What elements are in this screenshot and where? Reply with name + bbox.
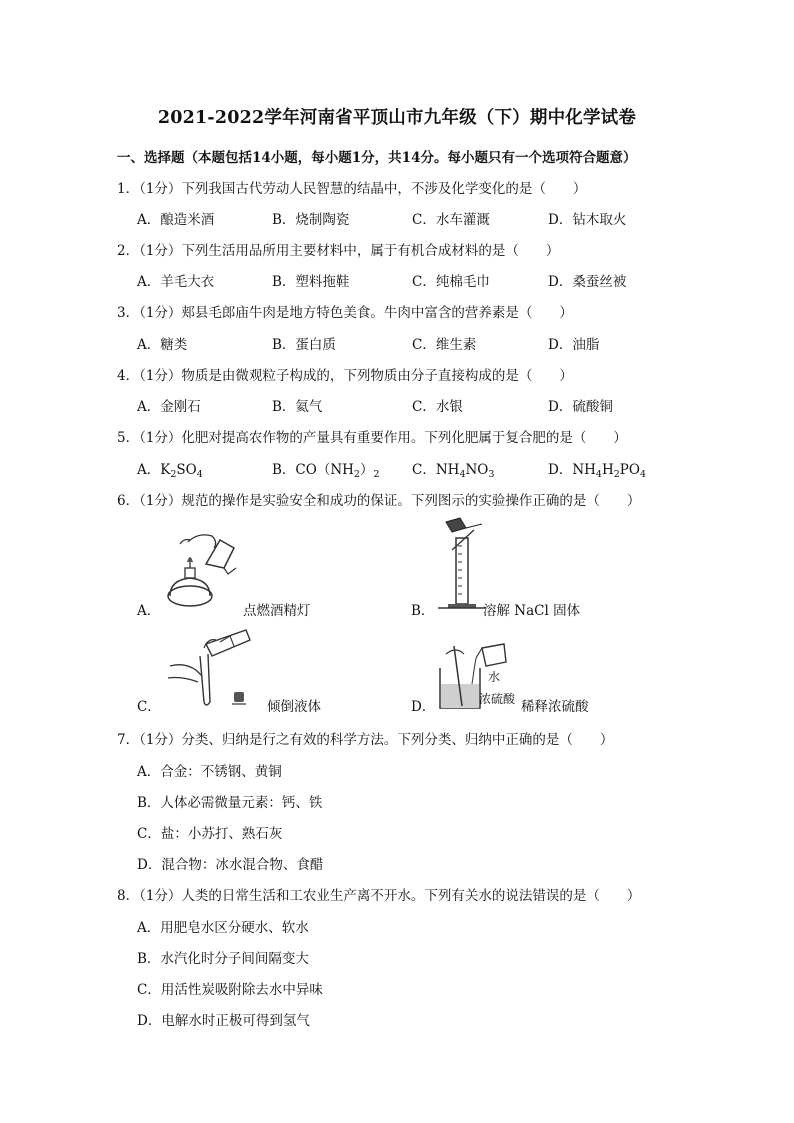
question-3-stem: 3．（1分）郏县毛郎庙牛肉是地方特色美食。牛肉中富含的营养素是（ ） bbox=[117, 305, 573, 321]
question-8-stem: 8．（1分）人类的日常生活和工农业生产离不开水。下列有关水的说法错误的是（ ） bbox=[117, 888, 641, 904]
question-6-stem: 6．（1分）规范的操作是实验安全和成功的保证。下列图示的实验操作正确的是（ ） bbox=[117, 493, 641, 509]
q6-option-a-caption: 点燃酒精灯 bbox=[243, 603, 311, 619]
exam-title: 2021-2022学年河南省平顶山市九年级（下）期中化学试卷 bbox=[157, 108, 637, 128]
q6-d-acid-label: 浓硫酸 bbox=[479, 692, 516, 706]
q7-option-a: A．合金：不锈钢、黄铜 bbox=[137, 764, 282, 780]
q3-option-a: A．糖类 bbox=[137, 337, 188, 353]
question-4-stem: 4．（1分）物质是由微观粒子构成的，下列物质由分子直接构成的是（ ） bbox=[117, 368, 573, 384]
q1-option-c: C．水车灌溉 bbox=[412, 212, 490, 228]
q8-option-c: C．用活性炭吸附除去水中异味 bbox=[137, 982, 323, 998]
q3-option-d: D．油脂 bbox=[548, 337, 600, 353]
q6-option-c-letter: C． bbox=[137, 699, 161, 715]
q8-option-d: D．电解水时正极可得到氢气 bbox=[137, 1013, 310, 1029]
q2-option-d: D．桑蚕丝被 bbox=[548, 274, 627, 290]
q2-option-a: A．羊毛大衣 bbox=[137, 274, 215, 290]
q6-option-b-letter: B． bbox=[411, 603, 435, 619]
q4-option-c: C．水银 bbox=[412, 399, 463, 415]
pouring-liquid-figure bbox=[160, 626, 255, 712]
question-5-stem: 5．（1分）化肥对提高农作物的产量具有重要作用。下列化肥属于复合肥的是（ ） bbox=[117, 430, 627, 446]
section-heading: 一、选择题（本题包括14小题，每小题1分，共14分。每小题只有一个选项符合题意） bbox=[117, 150, 637, 166]
q6-option-b-caption: 溶解 NaCl 固体 bbox=[483, 603, 581, 619]
alcohol-lamp-figure bbox=[158, 528, 243, 618]
q5-option-c: C．$NH_4NO_3$ bbox=[412, 462, 495, 480]
q4-option-b: B．氦气 bbox=[272, 399, 323, 415]
q5-option-a: A．$K_2SO_4$ bbox=[137, 462, 203, 480]
q6-option-d-caption: 稀释浓硫酸 bbox=[521, 699, 589, 715]
q6-option-a-letter: A． bbox=[137, 603, 161, 619]
q2-option-c: C．纯棉毛巾 bbox=[412, 274, 490, 290]
q6-d-water-label: 水 bbox=[488, 670, 501, 684]
q1-option-b: B．烧制陶瓷 bbox=[272, 212, 350, 228]
q3-option-b: B．蛋白质 bbox=[272, 337, 336, 353]
q4-option-d: D．硫酸铜 bbox=[548, 399, 613, 415]
q2-option-b: B．塑料拖鞋 bbox=[272, 274, 350, 290]
q3-option-c: C．维生素 bbox=[412, 337, 477, 353]
q1-option-a: A．酿造米酒 bbox=[137, 212, 215, 228]
q8-option-b: B．水汽化时分子间间隔变大 bbox=[137, 951, 309, 967]
q7-option-b: B．人体必需微量元素：钙、铁 bbox=[137, 795, 323, 811]
q7-option-c: C．盐：小苏打、熟石灰 bbox=[137, 826, 283, 842]
q5-option-b: B．$CO(NH_2)_2$ bbox=[272, 462, 380, 480]
question-7-stem: 7．（1分）分类、归纳是行之有效的科学方法。下列分类、归纳中正确的是（ ） bbox=[117, 732, 614, 748]
q7-option-d: D．混合物：冰水混合物、食醋 bbox=[137, 857, 324, 873]
q5-option-d: D．$NH_4H_2PO_4$ bbox=[548, 462, 646, 480]
q8-option-a: A．用肥皂水区分硬水、软水 bbox=[137, 920, 309, 936]
q4-option-a: A．金刚石 bbox=[137, 399, 201, 415]
question-2-stem: 2．（1分）下列生活用品所用主要材料中，属于有机合成材料的是（ ） bbox=[117, 243, 560, 259]
q1-option-d: D．钻木取火 bbox=[548, 212, 627, 228]
question-1-stem: 1．（1分）下列我国古代劳动人民智慧的结晶中，不涉及化学变化的是（ ） bbox=[117, 181, 587, 197]
q6-option-d-letter: D． bbox=[411, 699, 436, 715]
q6-option-c-caption: 倾倒液体 bbox=[267, 699, 321, 715]
